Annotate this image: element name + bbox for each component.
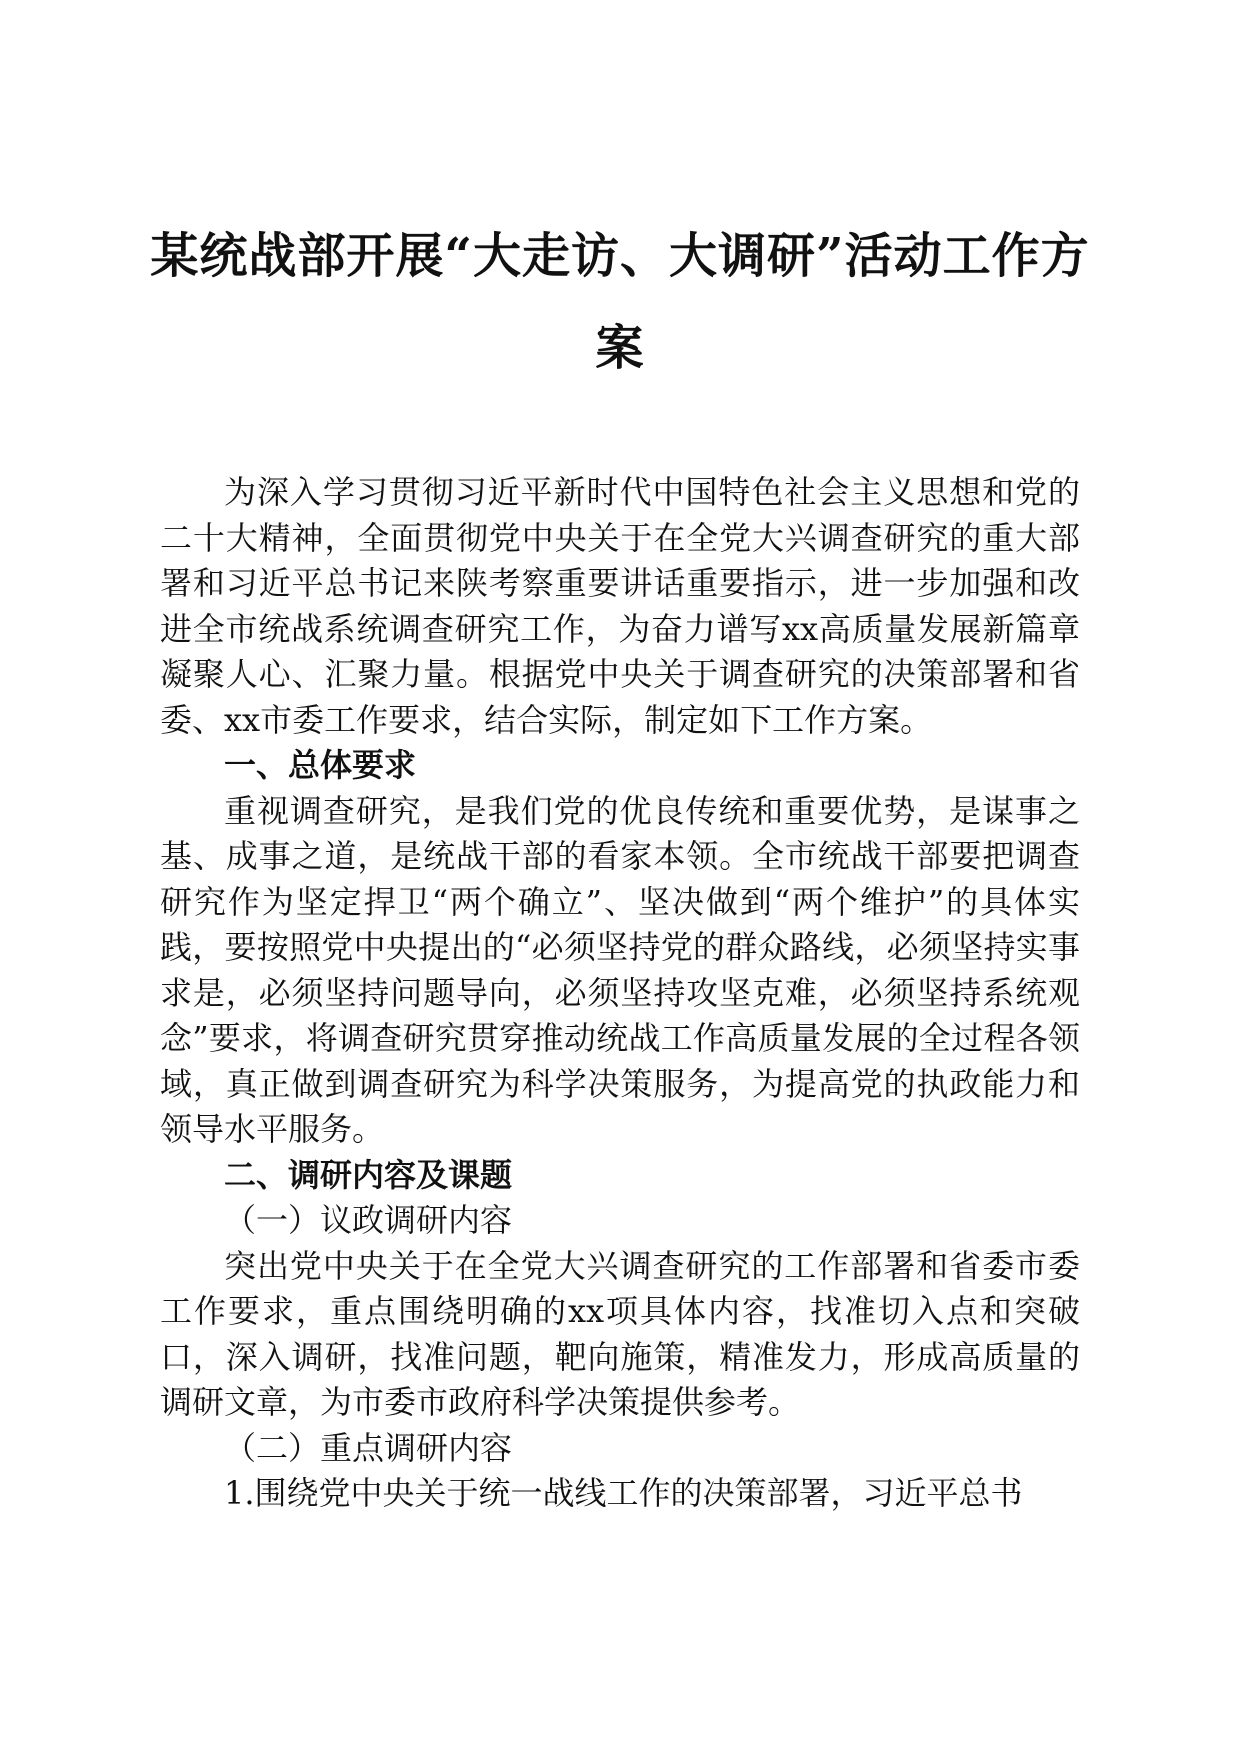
intro-paragraph: 为深入学习贯彻习近平新时代中国特色社会主义思想和党的二十大精神，全面贯彻党中央关于在全党大兴调查研究的重大部署和习近平总书记来陕考察重要讲话重要指示，进一步加强和改进全市统战系统调查研究工作，为奋力谱写xx高质量发展新篇章凝聚人心、汇聚力量。根据党中央关于调查研究的决策部署和省委、xx市委工作要求，结合实际，制定如下工作方案。 [160,473,1080,739]
subsection-heading-key-research: （二）重点调研内容 [224,1428,513,1467]
section-paragraph-general-requirements: 重视调查研究，是我们党的优良传统和重要优势，是谋事之基、成事之道，是统战干部的看家本领。全市统战干部要把调查研究作为坚定捍卫“两个确立”、坚决做到“两个维护”的具体实践，要按照党中央提出的“必须坚持党的群众路线，必须坚持实事求是，必须坚持问题导向，必须坚持攻坚克难，必须坚持系统观念”要求，将调查研究贯穿推动统战工作高质量发展的全过程各领域，真正做到调查研究为科学决策服务，为提高党的执政能力和领导水平服务。 [160,791,1080,1148]
section-heading-research-content: 二、调研内容及课题 [224,1155,513,1194]
document-body [160,470,1080,1517]
subsection-paragraph-policy-research: 突出党中央关于在全党大兴调查研究的工作部署和省委市委工作要求，重点围绕明确的xx项具体内容，找准切入点和突破口，深入调研，找准问题，靶向施策，精准发力，形成高质量的调研文章，为市委市政府科学决策提供参考。 [160,1246,1080,1421]
section-heading-general-requirements: 一、总体要求 [224,746,417,784]
list-item-key-research-1: 1.围绕党中央关于统一战线工作的决策部署，习近平总书 [224,1474,1023,1512]
subsection-heading-policy-research: （一）议政调研内容 [224,1201,513,1239]
document-title-line-1: 某统战部开展“大走访、大调研”活动工作方 [150,228,1090,284]
document-title-line-2: 案 [595,320,645,376]
